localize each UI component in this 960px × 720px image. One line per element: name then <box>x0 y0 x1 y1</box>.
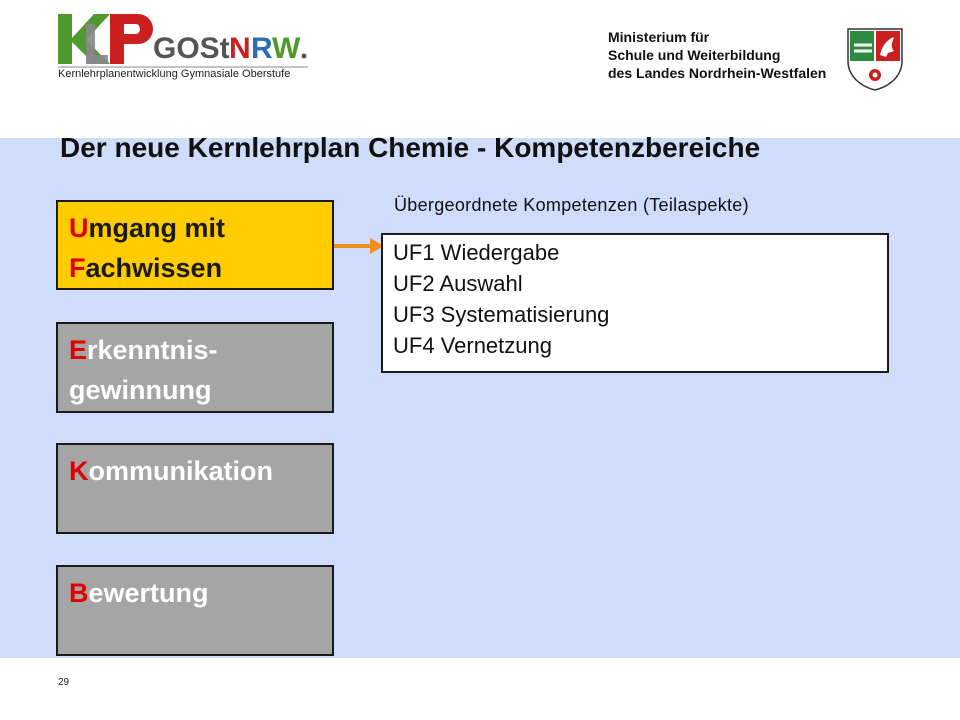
initial-letter: E <box>69 335 88 365</box>
initial-letter: F <box>69 253 86 283</box>
competence-area-kommunikation <box>56 443 334 534</box>
slide-footer <box>0 658 960 720</box>
subcompetences-list <box>381 233 889 373</box>
ministry-line-3: des Landes Nordrhein-Westfalen <box>608 65 827 81</box>
area-label: gewinnung <box>69 375 212 405</box>
arrow-right-icon <box>334 236 386 256</box>
svg-text:N: N <box>229 32 251 65</box>
list-item: UF1 Wiedergabe <box>393 240 560 265</box>
svg-text:W: W <box>272 32 301 65</box>
ministry-line-2: Schule und Weiterbildung <box>608 47 781 63</box>
area-label: achwissen <box>85 253 223 283</box>
area-label: rkenntnis- <box>87 335 218 365</box>
slide-header <box>0 0 960 138</box>
list-item: UF4 Vernetzung <box>393 333 552 358</box>
list-item: UF2 Auswahl <box>393 271 523 296</box>
competence-area-fachwissen <box>56 200 334 290</box>
logo-subtitle: Kernlehrplanentwicklung Gymnasiale Oberstufe <box>58 68 291 80</box>
list-item: UF3 Systematisierung <box>393 302 610 327</box>
nrw-coat-of-arms-icon <box>846 27 904 91</box>
area-label: ewertung <box>88 578 209 608</box>
initial-letter: B <box>69 578 89 608</box>
area-label: ommunikation <box>88 456 274 486</box>
slide-title: Der neue Kernlehrplan Chemie - Kompetenzbereiche <box>60 132 761 163</box>
svg-text:GOSt: GOSt <box>153 32 230 65</box>
competence-area-bewertung <box>56 565 334 656</box>
initial-letter: U <box>69 213 89 243</box>
subcompetences-heading: Übergeordnete Kompetenzen (Teilaspekte) <box>394 195 749 215</box>
ministry-name <box>608 28 826 82</box>
area-label: mgang mit <box>88 213 226 243</box>
svg-text:R: R <box>251 32 273 65</box>
ministry-line-1: Ministerium für <box>608 29 710 45</box>
page-number: 29 <box>58 677 70 688</box>
initial-letter: K <box>69 456 89 486</box>
competence-area-erkenntnisgewinnung <box>56 322 334 413</box>
